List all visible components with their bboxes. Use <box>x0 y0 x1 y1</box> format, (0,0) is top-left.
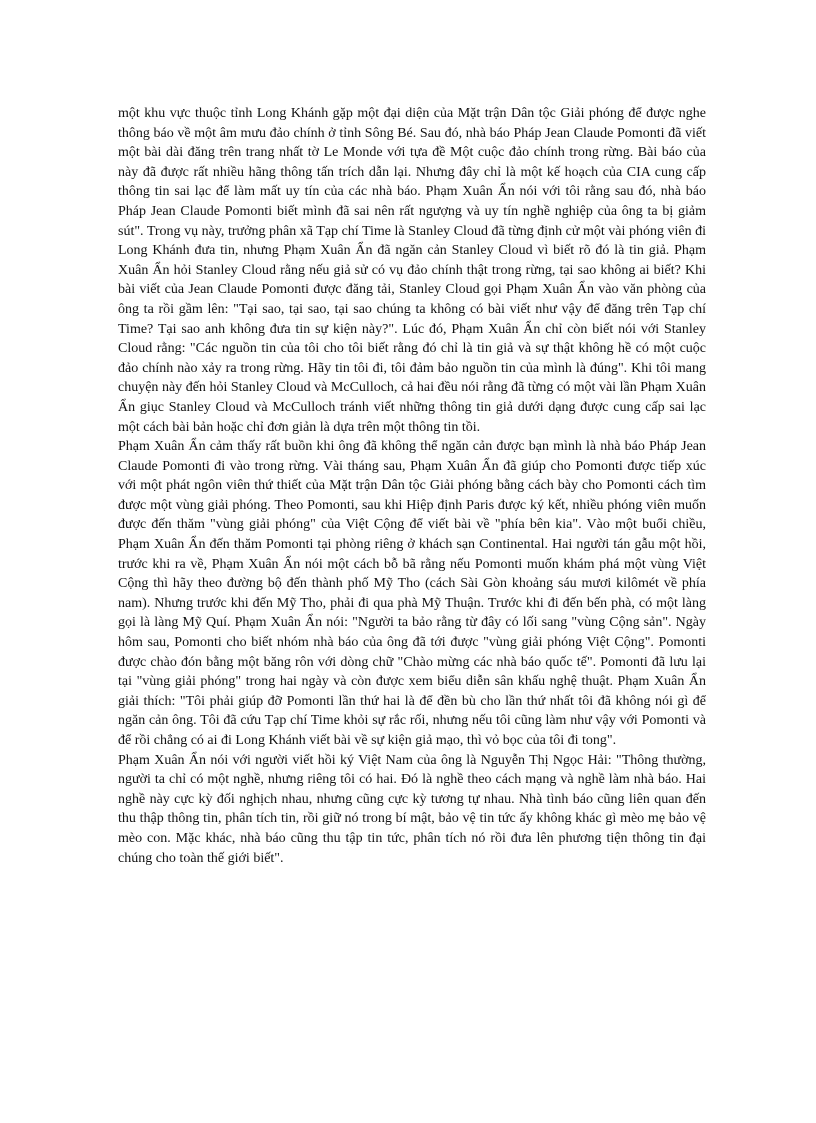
paragraph-2: Phạm Xuân Ẩn cảm thấy rất buồn khi ông đã không thể ngăn cản được bạn mình là nhà báo Pháp Jean Claude Pomonti đi vào trong rừng. Vài tháng sau, Phạm Xuân Ẩn đã giúp cho Pomonti được tiếp xúc với một phát ngôn viên thứ thiết của Mặt trận Dân tộc Giải phóng bằng cách bày cho Pomonti cách tìm được một vùng giải phóng. Theo Pomonti, sau khi Hiệp định Paris được ký kết, nhiều phóng viên muốn được đến thăm "vùng giải phóng" của Việt Cộng để viết bài về "phía bên kia". Vào một buổi chiều, Phạm Xuân Ẩn đến thăm Pomonti tại phòng riêng ở khách sạn Continental. Hai người tán gẫu một hồi, trước khi ra về, Phạm Xuân Ẩn nói một cách bỗ bã rằng nếu Pomonti muốn khám phá một vùng Việt Cộng thì hãy theo đường bộ đến thành phố Mỹ Tho (cách Sài Gòn khoảng sáu mươi kilômét về phía nam). Nhưng trước khi đến Mỹ Tho, phải đi qua phà Mỹ Thuận. Trước khi đi đến bến phà, có một làng gọi là làng Mỹ Quí. Phạm Xuân Ẩn nói: "Người ta bảo rằng từ đây có lối sang "vùng Cộng sản". Ngày hôm sau, Pomonti cho biết nhóm nhà báo của ông đã tới được "vùng giải phóng Việt Cộng". Pomonti được chào đón bằng một băng rôn với dòng chữ "Chào mừng các nhà báo quốc tế". Pomonti đã lưu lại tại "vùng giải phóng" trong hai ngày và còn được xem biểu diễn sân khấu nghệ thuật. Phạm Xuân Ẩn giải thích: "Tôi phải giúp đỡ Pomonti lần thứ hai là để đền bù cho lần thứ nhất tôi đã không nói gì để ngăn cản ông. Tôi đã cứu Tạp chí Time khỏi sự rắc rối, nhưng nếu tôi cũng làm như vậy với Pomonti và để rồi chẳng có ai đi Long Khánh viết bài về sự kiện giả mạo, thì vỏ bọc của tôi đi tong". <box>118 439 706 748</box>
document-page <box>118 104 706 868</box>
paragraph-1: một khu vực thuộc tỉnh Long Khánh gặp một đại diện của Mặt trận Dân tộc Giải phóng để được nghe thông báo về một âm mưu đảo chính ở tỉnh Sông Bé. Sau đó, nhà báo Pháp Jean Claude Pomonti đã viết một bài dài đăng trên trang nhất tờ Le Monde với tựa đề Một cuộc đảo chính trong rừng. Bài báo của này đã được rất nhiều hãng thông tấn trích dẫn lại. Nhưng đây chỉ là một kế hoạch của CIA cung cấp thông tin sai lạc để làm mất uy tín của các nhà báo. Phạm Xuân Ẩn nói với tôi rằng sau đó, nhà báo Pháp Jean Claude Pomonti biết mình đã sai nên rất ngượng và uy tín nghề nghiệp của ông ta bị giảm sút". Trong vụ này, trưởng phân xã Tạp chí Time là Stanley Cloud đã từng định cử một vài phóng viên đi Long Khánh đưa tin, nhưng Phạm Xuân Ẩn đã ngăn cản Stanley Cloud vì biết rõ đó là tin giả. Phạm Xuân Ẩn hỏi Stanley Cloud rằng nếu giả sử có vụ đảo chính thật trong rừng, tại sao không ai biết? Khi bài viết của Jean Claude Pomonti được đăng tải, Stanley Cloud gọi Phạm Xuân Ẩn vào văn phòng của ông ta rồi gầm lên: "Tại sao, tại sao, tại sao chúng ta không có bài viết như vậy để đăng trên Tạp chí Time? Tại sao anh không đưa tin sự kiện này?". Lúc đó, Phạm Xuân Ẩn chỉ còn biết nói với Stanley Cloud rằng: "Các nguồn tin của tôi cho tôi biết rằng đó chỉ là tin giả và sự thật không hề có một cuộc đảo chính nào xảy ra trong rừng. Hãy tin tôi đi, tôi đảm bảo nguồn tin của mình là đúng". Khi tôi mang chuyện này đến hỏi Stanley Cloud và McCulloch, cả hai đều nói rằng đã từng có một vài lần Phạm Xuân Ẩn giục Stanley Cloud và McCulloch tránh viết những thông tin giả dưới dạng được cung cấp sai lạc một cách bài bản hoặc chỉ đơn giản là dựa trên một thông tin tồi. <box>118 106 706 435</box>
paragraph-3: Phạm Xuân Ẩn nói với người viết hồi ký Việt Nam của ông là Nguyễn Thị Ngọc Hải: "Thông thường, người ta chỉ có một nghề, nhưng riêng tôi có hai. Đó là nghề theo cách mạng và nghề làm nhà báo. Hai nghề này cực kỳ đối nghịch nhau, nhưng cũng cực kỳ tương tự nhau. Nhà tình báo cũng liên quan đến thu thập thông tin, phân tích tin, rồi giữ nó trong bí mật, bảo vệ tin tức ấy không khác gì mèo mẹ bảo vệ mèo con. Mặc khác, nhà báo cũng thu tập tin tức, phân tích nó rồi đưa lên phương tiện thông tin đại chúng cho toàn thế giới biết". <box>118 752 706 866</box>
